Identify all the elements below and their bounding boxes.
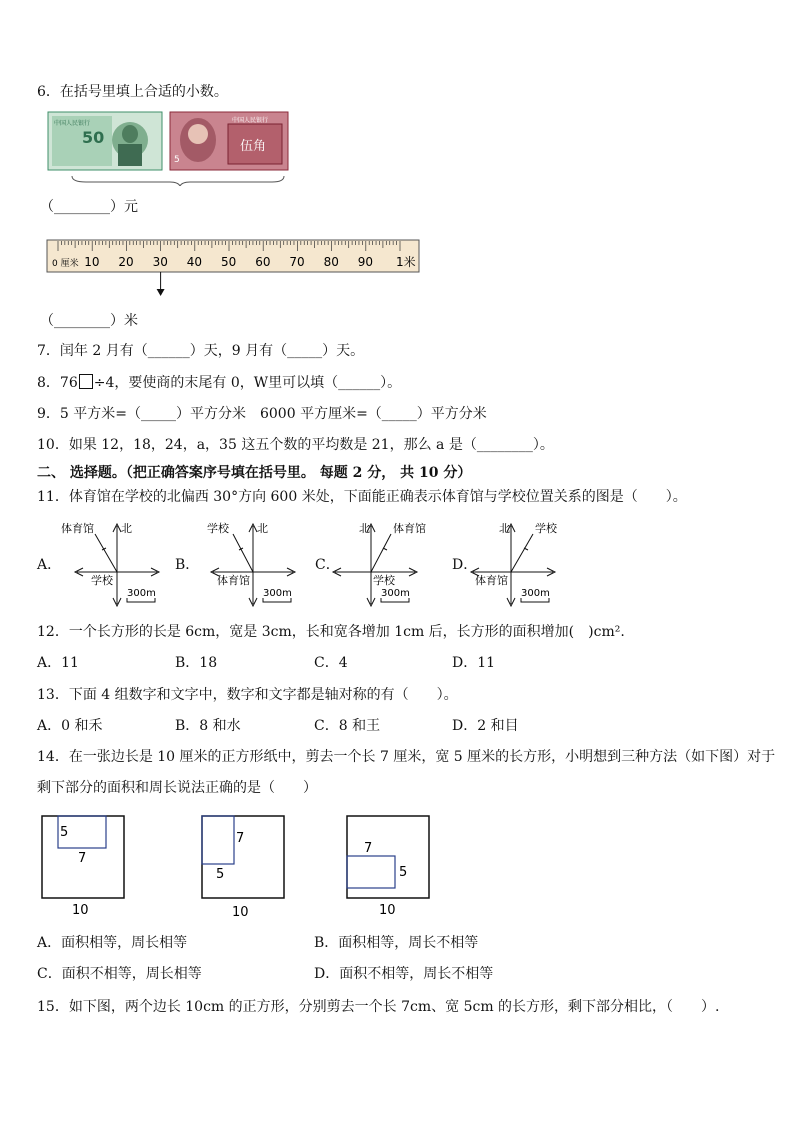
q14-option-a: A．面积相等，周长相等	[37, 935, 188, 951]
banknote-5-jiao	[170, 112, 288, 170]
q11-option-c-figure	[331, 520, 441, 610]
q10: 10．如果 12，18，24，a，35 这五个数的平均数是 21，那么 a 是（________）。	[37, 437, 554, 453]
q6-blank-yuan: （________）元	[40, 199, 138, 215]
direction-line	[371, 534, 391, 572]
q14-option-d: D．面积不相等，周长不相等	[314, 966, 494, 982]
q11-options	[37, 520, 597, 610]
label-top: 体育馆	[393, 522, 426, 535]
direction-line	[233, 534, 253, 572]
ruler-label: 20	[118, 255, 134, 269]
q14-stem-line1: 14．在一张边长是 10 厘米的正方形纸中，剪去一个长 7 厘米，宽 5 厘米的长方形，小明想到三种方法（如下图）对于	[37, 749, 776, 765]
q11-option-d-figure	[469, 520, 579, 610]
q14-figure-1	[42, 816, 124, 918]
q13-option-b: B．8 和水	[175, 718, 241, 734]
label-bottom: 体育馆	[217, 574, 250, 587]
q9: 9．5 平方米=（_____）平方分米 6000 平方厘米=（_____）平方分米	[37, 406, 487, 422]
label-north: 北	[257, 522, 268, 535]
q15-stem: 15．如下图，两个边长 10cm 的正方形，分别剪去一个长 7cm、宽 5cm 的长方形，剩下部分相比，（ ）.	[37, 999, 720, 1015]
banknote-5-word: 伍角	[240, 139, 267, 154]
banknote-5-value: 5	[174, 155, 180, 165]
label-north: 北	[121, 522, 132, 535]
label-north: 北	[359, 522, 370, 535]
q6-banknotes	[46, 110, 291, 186]
direction-line	[95, 534, 117, 572]
q12-option-c: C．4	[314, 655, 348, 671]
ruler-label: 10	[84, 255, 100, 269]
q14-figures	[38, 812, 458, 922]
fig1-label-side: 10	[72, 903, 89, 918]
q13-option-a: A．0 和禾	[37, 718, 103, 734]
q11-option-c-letter: C．	[315, 557, 340, 573]
q11-stem: 11．体育馆在学校的北偏西 30°方向 600 米处，下面能正确表示体育馆与学校位置关系的图是（ ）。	[37, 489, 687, 505]
q8	[37, 373, 401, 393]
q12-option-d: D．11	[452, 655, 496, 671]
q14-option-b: B．面积相等，周长不相等	[314, 935, 479, 951]
label-bottom: 学校	[373, 574, 395, 587]
outer-square	[347, 816, 429, 898]
banknote-50	[48, 112, 162, 170]
direction-line	[511, 534, 533, 572]
q14-option-c: C．面积不相等，周长相等	[37, 966, 202, 982]
ruler-pointer-head	[157, 289, 165, 296]
q6-blank-meter: （________）米	[40, 313, 138, 329]
banknote-50-header: 中国人民银行	[54, 120, 91, 127]
ruler-label: 30	[152, 255, 168, 269]
fig3-label-side: 10	[379, 903, 396, 918]
scale-label: 300m	[521, 588, 550, 599]
q11-option-d-letter: D．	[452, 557, 478, 573]
banknote-5-header: 中国人民银行	[232, 117, 269, 124]
q8-box	[79, 374, 93, 389]
q13-option-d: D．2 和目	[452, 718, 519, 734]
q6-stem: 6．在括号里填上合适的小数。	[37, 84, 228, 100]
q12-stem: 12．一个长方形的长是 6cm，宽是 3cm，长和宽各增加 1cm 后，长方形的面积增加( )cm².	[37, 624, 625, 640]
banknote-50-value: 50	[82, 128, 105, 147]
label-top: 体育馆	[61, 522, 94, 535]
q8-before: 8．76	[37, 375, 78, 391]
ruler-label: 1米	[396, 255, 416, 269]
q11-option-a-letter: A．	[37, 557, 62, 573]
ruler-label: 90	[357, 255, 374, 269]
ruler-label: 70	[289, 255, 305, 269]
q11-option-a-figure	[57, 520, 167, 610]
ruler-label: 0 厘米	[52, 259, 79, 269]
q14-figure-3	[347, 816, 429, 918]
q13-option-c: C．8 和王	[314, 718, 381, 734]
ruler-label: 80	[323, 255, 339, 269]
fig3-label-b: 5	[399, 865, 408, 880]
cut-rectangle	[347, 856, 395, 888]
ruler	[46, 238, 426, 300]
ruler-label: 60	[255, 255, 271, 269]
outer-square	[202, 816, 284, 898]
cut-rectangle	[202, 816, 234, 864]
q11-option-b-figure	[193, 520, 303, 610]
fig3-label-a: 7	[364, 841, 373, 856]
q14-stem-line2: 剩下部分的面积和周长说法正确的是（ ）	[37, 780, 317, 796]
q13-stem: 13．下面 4 组数字和文字中，数字和文字都是轴对称的有（ ）。	[37, 687, 458, 703]
scale-label: 300m	[263, 588, 292, 599]
scale-label: 300m	[381, 588, 410, 599]
ruler-label: 40	[186, 255, 203, 269]
ruler-label: 50	[221, 255, 237, 269]
q12-option-b: B．18	[175, 655, 218, 671]
fig1-label-a: 5	[60, 825, 69, 840]
fig2-label-side: 10	[232, 905, 249, 920]
label-bottom: 体育馆	[475, 574, 508, 587]
label-bottom: 学校	[91, 574, 113, 587]
label-top: 学校	[535, 522, 557, 535]
fig2-label-a: 7	[236, 831, 245, 846]
q8-after: ÷4，要使商的末尾有 0，W里可以填（______）。	[93, 375, 402, 391]
fig2-label-b: 5	[216, 867, 225, 882]
label-north: 北	[499, 522, 510, 535]
fig1-label-b: 7	[78, 851, 87, 866]
brace	[72, 176, 284, 186]
q14-figure-2	[202, 816, 284, 920]
q11-option-b-letter: B．	[175, 557, 200, 573]
scale-label: 300m	[127, 588, 156, 599]
q12-option-a: A．11	[37, 655, 79, 671]
q7: 7．闰年 2 月有（______）天，9 月有（_____）天。	[37, 343, 365, 359]
label-top: 学校	[207, 522, 229, 535]
section-2-heading: 二、 选择题。（把正确答案序号填在括号里。 每题 2 分， 共 10 分）	[37, 465, 472, 481]
